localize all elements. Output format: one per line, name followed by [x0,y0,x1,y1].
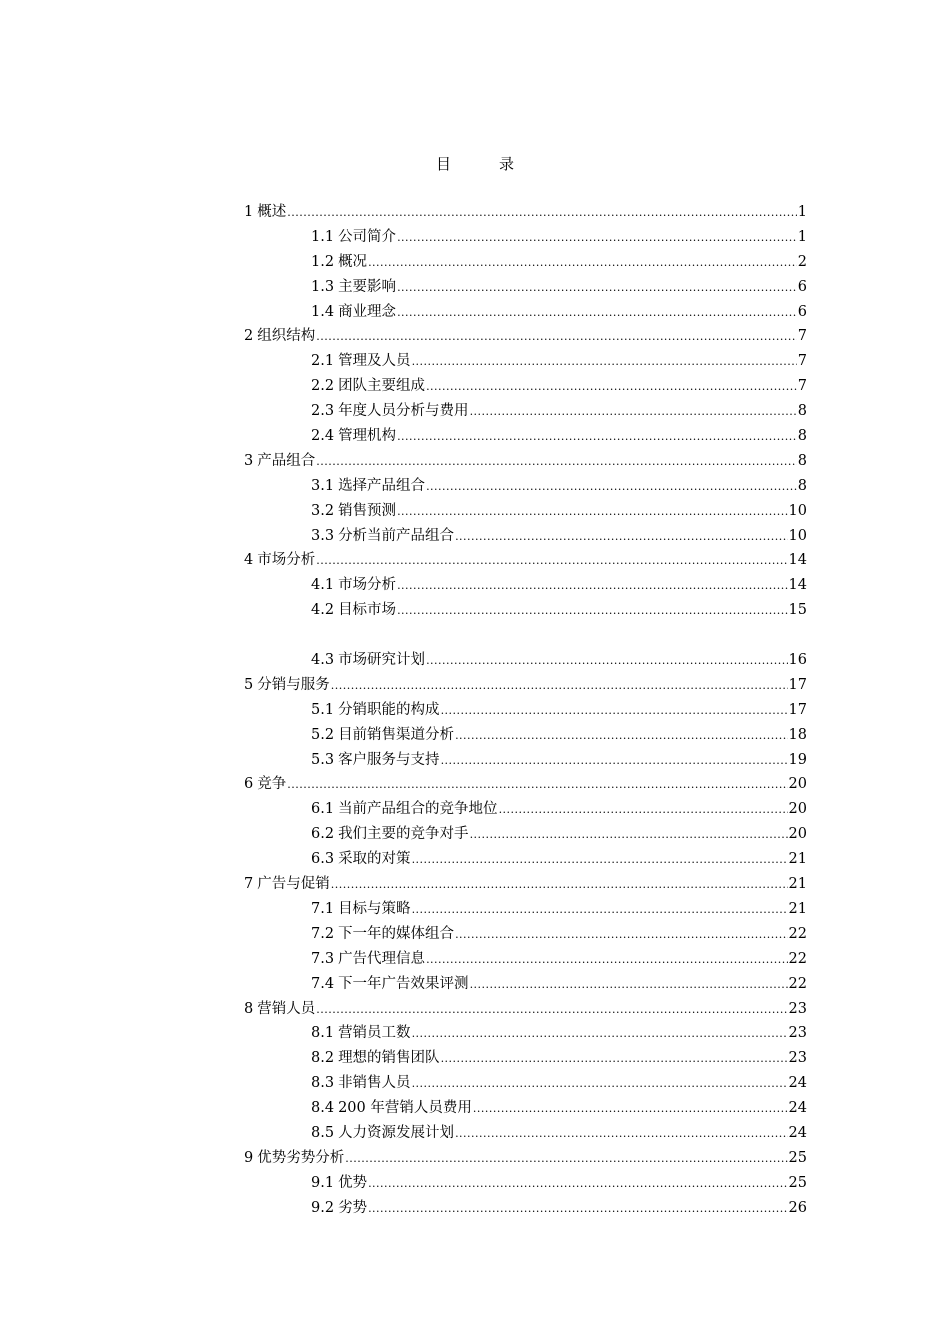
toc-dot-leader [441,698,788,724]
toc-dot-leader [412,349,797,375]
toc-chapter-entry[interactable] [244,449,807,474]
toc-dot-leader [455,723,787,749]
toc-section-entry[interactable] [244,1021,807,1046]
toc-entry-title: 团队主要组成 [338,378,426,395]
toc-entry-page: 10 [788,502,807,519]
toc-dot-leader [470,822,788,848]
toc-dot-leader [412,1071,788,1097]
toc-dot-leader [316,449,797,475]
toc-entry-page: 14 [788,552,807,569]
toc-section-entry[interactable] [244,947,807,972]
toc-entry-page: 26 [788,1199,807,1216]
toc-entry-number: 2.2 [311,378,335,395]
toc-entry-title: 广告代理信息 [338,950,426,967]
toc-entry-page: 6 [797,303,807,320]
toc-section-entry[interactable] [244,300,807,325]
toc-entry-number: 5.2 [311,726,335,743]
toc-section-entry[interactable] [244,922,807,947]
toc-entry-page: 7 [797,328,807,345]
toc-entry-number: 1.2 [311,253,335,270]
toc-entry-page: 23 [788,1050,807,1067]
toc-entry-page: 23 [788,1025,807,1042]
toc-dot-leader [368,250,797,276]
toc-chapter-entry[interactable] [244,997,807,1022]
toc-entry-title: 营销员工数 [338,1025,411,1042]
toc-entry-title: 分销职能的构成 [338,701,440,718]
toc-entry-title: 理想的销售团队 [338,1050,440,1067]
toc-entry-title: 营销人员 [257,1000,316,1017]
toc-dot-leader [412,897,788,923]
toc-section-entry[interactable] [244,225,807,250]
toc-entry-page: 1 [797,228,807,245]
toc-section-entry[interactable] [244,399,807,424]
toc-entry-page: 17 [788,676,807,693]
toc-dot-leader [397,499,787,525]
toc-entry-page: 20 [788,776,807,793]
toc-section-entry[interactable] [244,748,807,773]
toc-entry-page: 19 [788,751,807,768]
toc-entry-number: 2.1 [311,353,335,370]
toc-entry-title: 公司简介 [338,228,397,245]
toc-entry-page: 21 [788,851,807,868]
toc-chapter-entry[interactable] [244,1146,807,1171]
toc-entry-title: 采取的对策 [338,851,411,868]
toc-section-entry[interactable] [244,275,807,300]
toc-entry-number: 6.3 [311,851,335,868]
toc-entry-title: 商业理念 [338,303,397,320]
toc-entry-title: 主要影响 [338,278,397,295]
toc-section-entry[interactable] [244,723,807,748]
toc-entry-title: 人力资源发展计划 [338,1124,455,1141]
toc-dot-leader [368,1196,787,1222]
toc-entry-title: 优势劣势分析 [257,1149,345,1166]
toc-dot-leader [331,673,788,699]
toc-entry-page: 22 [788,975,807,992]
toc-entry-page: 14 [788,577,807,594]
toc-section-entry[interactable] [244,598,807,623]
toc-entry-number: 1.3 [311,278,335,295]
toc-dot-leader [331,872,788,898]
toc-entry-number: 7.1 [311,900,335,917]
toc-dot-leader [397,225,797,251]
toc-entry-page: 15 [788,602,807,619]
toc-entry-page: 17 [788,701,807,718]
table-of-contents [244,200,807,1221]
toc-entry-number: 6.1 [311,801,335,818]
toc-chapter-entry[interactable] [244,548,807,573]
toc-section-entry[interactable] [244,797,807,822]
toc-entry-number: 7.4 [311,975,335,992]
toc-entry-page: 6 [797,278,807,295]
toc-entry-page: 20 [788,826,807,843]
toc-entry-page: 18 [788,726,807,743]
toc-section-entry[interactable] [244,1096,807,1121]
toc-entry-title: 概述 [257,204,287,220]
toc-dot-leader [441,1046,788,1072]
toc-entry-page: 20 [788,801,807,818]
toc-section-entry[interactable] [244,573,807,598]
toc-dot-leader [368,1171,787,1197]
toc-entry-title: 分销与服务 [257,676,330,693]
toc-entry-number: 4.1 [311,577,335,594]
toc-dot-leader [345,1146,787,1172]
toc-dot-leader [397,424,797,450]
toc-entry-title: 市场研究计划 [338,652,426,669]
toc-entry-number: 1.4 [311,303,335,320]
toc-chapter-entry[interactable] [244,673,807,698]
toc-section-entry[interactable] [244,897,807,922]
toc-dot-leader [473,1096,788,1122]
toc-entry-title: 年度人员分析与费用 [338,403,469,420]
toc-entry-title: 管理及人员 [338,353,411,370]
toc-entry-page: 23 [788,1000,807,1017]
toc-entry-number: 9.1 [311,1174,335,1191]
toc-entry-page: 22 [788,925,807,942]
toc-dot-leader [287,772,787,798]
toc-dot-leader [470,399,797,425]
toc-title-char-1: 目 [435,155,451,173]
toc-section-entry[interactable] [244,499,807,524]
toc-entry-title: 目标市场 [338,602,397,619]
toc-entry-title: 广告与促销 [257,876,330,893]
toc-section-entry[interactable] [244,972,807,997]
toc-entry-page: 8 [797,428,807,445]
toc-entry-number: 6.2 [311,826,335,843]
toc-dot-leader [455,1121,787,1147]
toc-entry-title: 客户服务与支持 [338,751,440,768]
toc-entry-page: 21 [788,876,807,893]
toc-entry-title: 市场分析 [257,552,316,569]
toc-dot-leader [470,972,788,998]
toc-chapter-entry[interactable] [244,772,807,797]
toc-entry-number: 8.3 [311,1075,335,1092]
toc-entry-title: 目前销售渠道分析 [338,726,455,743]
toc-entry-number: 9 [244,1149,254,1166]
toc-dot-leader [397,598,787,624]
toc-entry-page: 2 [797,253,807,270]
toc-chapter-entry[interactable] [244,872,807,897]
toc-entry-number: 5.1 [311,701,335,718]
toc-section-entry[interactable] [244,1071,807,1096]
toc-entry-number: 8.4 [311,1100,335,1117]
toc-entry-number: 1.1 [311,228,335,245]
toc-entry-number: 6 [244,776,254,793]
toc-entry-title: 销售预测 [338,502,397,519]
toc-entry-number: 3.3 [311,527,335,544]
toc-dot-leader [397,275,797,301]
toc-entry-number: 7.3 [311,950,335,967]
toc-entry-number: 1 [244,204,254,220]
toc-dot-leader [426,648,787,674]
toc-entry-page: 8 [797,452,807,469]
toc-entry-number: 8.2 [311,1050,335,1067]
toc-entry-number: 8 [244,1000,254,1017]
toc-entry-title: 优势 [338,1174,368,1191]
toc-entry-title: 管理机构 [338,428,397,445]
toc-entry-page: 7 [797,353,807,370]
toc-title-char-2: 录 [499,155,515,173]
toc-entry-title: 劣势 [338,1199,368,1216]
toc-entry-title: 竞争 [257,776,287,793]
toc-dot-leader [455,524,787,550]
toc-entry-number: 8.5 [311,1124,335,1141]
toc-dot-leader [426,474,797,500]
toc-entry-number: 5.3 [311,751,335,768]
toc-entry-page: 8 [797,477,807,494]
toc-entry-page: 25 [788,1149,807,1166]
toc-dot-leader [287,200,797,226]
toc-entry-title: 分析当前产品组合 [338,527,455,544]
toc-entry-number: 7.2 [311,925,335,942]
toc-entry-title: 下一年的媒体组合 [338,925,455,942]
toc-section-entry[interactable] [244,374,807,399]
toc-entry-title: 当前产品组合的竞争地位 [338,801,498,818]
toc-dot-leader [426,947,787,973]
toc-entry-page: 8 [797,403,807,420]
toc-section-entry[interactable] [244,349,807,374]
toc-dot-leader [316,548,787,574]
toc-entry-number: 3.2 [311,502,335,519]
toc-section-entry[interactable] [244,847,807,872]
toc-spacer [244,623,807,648]
toc-dot-leader [499,797,788,823]
toc-chapter-entry[interactable] [244,200,807,225]
toc-dot-leader [316,324,797,350]
toc-entry-page: 16 [788,652,807,669]
toc-entry-title: 概况 [338,253,368,270]
toc-dot-leader [316,997,787,1023]
toc-section-entry[interactable] [244,1121,807,1146]
toc-section-entry[interactable] [244,822,807,847]
toc-entry-number: 2 [244,328,254,345]
toc-entry-number: 7 [244,876,254,893]
toc-entry-page: 24 [788,1075,807,1092]
toc-section-entry[interactable] [244,648,807,673]
toc-entry-page: 25 [788,1174,807,1191]
toc-entry-number: 2.3 [311,403,335,420]
toc-dot-leader [441,748,788,774]
toc-entry-number: 4.3 [311,652,335,669]
toc-entry-number: 5 [244,676,254,693]
toc-entry-number: 4.2 [311,602,335,619]
toc-dot-leader [412,1021,788,1047]
toc-chapter-entry[interactable] [244,324,807,349]
toc-entry-title: 200 年营销人员费用 [338,1100,472,1117]
toc-entry-number: 4 [244,552,254,569]
toc-entry-page: 1 [797,204,807,220]
toc-entry-title: 非销售人员 [338,1075,411,1092]
toc-entry-number: 3 [244,452,254,469]
toc-entry-title: 下一年广告效果评测 [338,975,469,992]
toc-dot-leader [397,573,787,599]
toc-entry-number: 2.4 [311,428,335,445]
toc-entry-number: 3.1 [311,477,335,494]
toc-entry-page: 22 [788,950,807,967]
toc-entry-page: 24 [788,1100,807,1117]
toc-section-entry[interactable] [244,524,807,549]
toc-section-entry[interactable] [244,424,807,449]
toc-title [0,153,950,174]
toc-entry-title: 产品组合 [257,452,316,469]
toc-entry-page: 7 [797,378,807,395]
toc-section-entry[interactable] [244,474,807,499]
toc-dot-leader [412,847,788,873]
toc-entry-page: 10 [788,527,807,544]
toc-dot-leader [426,374,797,400]
toc-section-entry[interactable] [244,1196,807,1221]
toc-section-entry[interactable] [244,698,807,723]
toc-section-entry[interactable] [244,1046,807,1071]
toc-entry-title: 组织结构 [257,328,316,345]
toc-entry-page: 21 [788,900,807,917]
toc-entry-title: 选择产品组合 [338,477,426,494]
toc-entry-title: 目标与策略 [338,900,411,917]
toc-entry-title: 我们主要的竞争对手 [338,826,469,843]
toc-entry-number: 9.2 [311,1199,335,1216]
toc-dot-leader [397,300,797,326]
toc-dot-leader [455,922,787,948]
toc-entry-page: 24 [788,1124,807,1141]
toc-entry-number: 8.1 [311,1025,335,1042]
toc-entry-title: 市场分析 [338,577,397,594]
toc-section-entry[interactable] [244,250,807,275]
toc-section-entry[interactable] [244,1171,807,1196]
